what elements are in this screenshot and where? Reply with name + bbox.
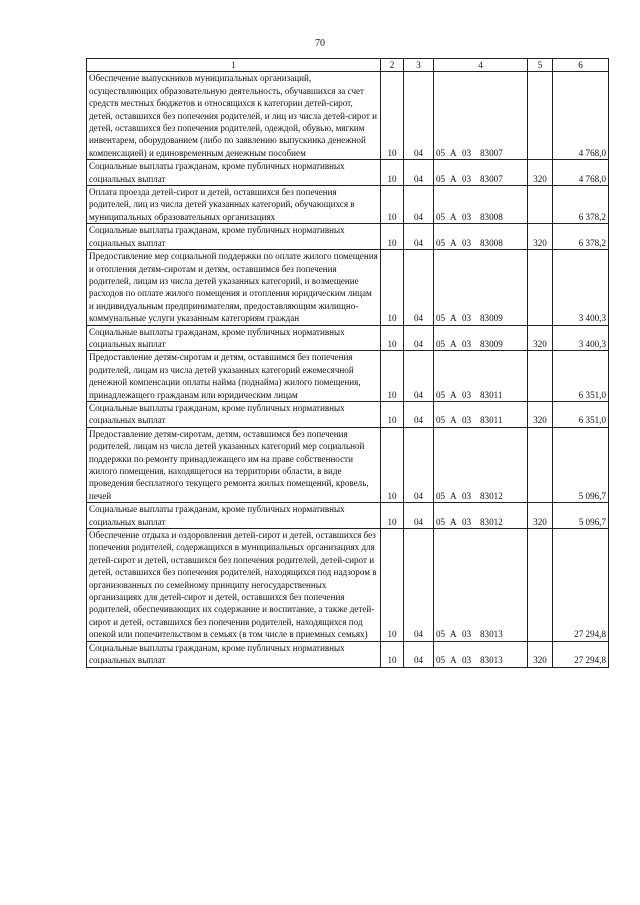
row-target-code <box>434 351 528 402</box>
code-part: 03 <box>462 237 472 248</box>
code-part: 83009 <box>480 313 503 324</box>
row-expense-type <box>528 427 553 502</box>
row-expense-type: 320 <box>528 641 553 667</box>
code-part: А <box>450 516 457 527</box>
table-row <box>87 503 609 529</box>
code-part: А <box>450 655 457 666</box>
code-part: 83007 <box>480 147 503 158</box>
code-part: 03 <box>462 389 472 400</box>
row-section: 10 <box>381 351 404 402</box>
code-part: 03 <box>462 211 472 222</box>
row-target-code <box>434 427 528 502</box>
header-cell-3: 3 <box>404 59 434 72</box>
code-part: А <box>450 490 457 501</box>
row-amount: 4 768,0 <box>553 72 609 160</box>
row-subsection: 04 <box>404 427 434 502</box>
header-cell-2: 2 <box>381 59 404 72</box>
row-amount: 5 096,7 <box>553 503 609 529</box>
row-description: Социальные выплаты гражданам, кроме публичных нормативных социальных выплат <box>87 401 381 427</box>
table-row <box>87 325 609 351</box>
table-row <box>87 72 609 160</box>
row-target-code <box>434 401 528 427</box>
row-target-code <box>434 72 528 160</box>
code-part: А <box>450 211 457 222</box>
row-section: 10 <box>381 529 404 642</box>
code-part: 05 <box>436 490 446 501</box>
row-expense-type <box>528 72 553 160</box>
table-row <box>87 641 609 667</box>
row-target-code <box>434 186 528 224</box>
code-part: А <box>450 389 457 400</box>
row-expense-type: 320 <box>528 224 553 250</box>
code-part: 05 <box>436 516 446 527</box>
code-part: 05 <box>436 338 446 349</box>
code-part: 03 <box>462 173 472 184</box>
row-subsection: 04 <box>404 250 434 325</box>
code-part: 03 <box>462 629 472 640</box>
row-section: 10 <box>381 641 404 667</box>
table-row <box>87 529 609 642</box>
row-section: 10 <box>381 325 404 351</box>
header-cell-4: 4 <box>434 59 528 72</box>
table-header-row <box>87 59 609 72</box>
row-expense-type: 320 <box>528 503 553 529</box>
row-description: Оплата проезда детей-сирот и детей, оставшихся без попечения родителей, лиц из числа детей указанных категорий, обучающихся в муниципальных образовательных организациях <box>87 186 381 224</box>
row-amount: 6 351,0 <box>553 351 609 402</box>
code-part: А <box>450 338 457 349</box>
row-section: 10 <box>381 186 404 224</box>
code-part: А <box>450 629 457 640</box>
table-row <box>87 250 609 325</box>
code-part: 83008 <box>480 211 503 222</box>
row-amount: 6 378,2 <box>553 186 609 224</box>
code-part: 83007 <box>480 173 503 184</box>
table-row <box>87 160 609 186</box>
code-part: 05 <box>436 655 446 666</box>
code-part: 05 <box>436 147 446 158</box>
row-target-code <box>434 641 528 667</box>
code-part: 03 <box>462 655 472 666</box>
row-target-code <box>434 325 528 351</box>
row-amount: 27 294,8 <box>553 641 609 667</box>
row-description: Социальные выплаты гражданам, кроме публичных нормативных социальных выплат <box>87 503 381 529</box>
row-subsection: 04 <box>404 224 434 250</box>
code-part: 83012 <box>480 516 503 527</box>
row-section: 10 <box>381 160 404 186</box>
code-part: 83013 <box>480 629 503 640</box>
row-subsection: 04 <box>404 529 434 642</box>
row-subsection: 04 <box>404 72 434 160</box>
code-part: 83011 <box>480 415 503 426</box>
row-description: Социальные выплаты гражданам, кроме публичных нормативных социальных выплат <box>87 641 381 667</box>
code-part: 83013 <box>480 655 503 666</box>
code-part: А <box>450 415 457 426</box>
budget-table <box>86 58 609 668</box>
row-section: 10 <box>381 427 404 502</box>
row-subsection: 04 <box>404 186 434 224</box>
header-cell-5: 5 <box>528 59 553 72</box>
code-part: 05 <box>436 389 446 400</box>
code-part: 83012 <box>480 490 503 501</box>
code-part: 83009 <box>480 338 503 349</box>
row-expense-type <box>528 529 553 642</box>
row-subsection: 04 <box>404 503 434 529</box>
code-part: А <box>450 173 457 184</box>
row-amount: 27 294,8 <box>553 529 609 642</box>
row-amount: 4 768,0 <box>553 160 609 186</box>
row-amount: 6 351,0 <box>553 401 609 427</box>
row-description: Предоставление детям-сиротам и детям, оставшимся без попечения родителей, лицам из числа детей указанных категорий ежемесячной денежной компенсации оплаты найма (поднайма) жилого помещения, принадлежащего гражданам или юридическим лицам <box>87 351 381 402</box>
code-part: 05 <box>436 629 446 640</box>
code-part: 05 <box>436 211 446 222</box>
code-part: 05 <box>436 237 446 248</box>
row-target-code <box>434 160 528 186</box>
table-row <box>87 224 609 250</box>
code-part: 05 <box>436 173 446 184</box>
code-part: 03 <box>462 516 472 527</box>
header-cell-1: 1 <box>87 59 381 72</box>
row-description: Социальные выплаты гражданам, кроме публичных нормативных социальных выплат <box>87 325 381 351</box>
code-part: А <box>450 237 457 248</box>
code-part: 83011 <box>480 389 503 400</box>
code-part: 03 <box>462 415 472 426</box>
row-section: 10 <box>381 401 404 427</box>
row-description: Обеспечение выпускников муниципальных организаций, осуществляющих образовательную деятельность, обучавшихся за счет средств местных бюджетов и относящихся к категории детей-сирот, детей, оставшихся без попечения родителей, и лиц из числа детей-сирот и детей, оставшихся без попечения родителей, одеждой, обувью, мягким инвентарем, оборудованием (либо по заявлению выпускника денежной компенсацией) и единовременным денежным пособием <box>87 72 381 160</box>
row-expense-type: 320 <box>528 401 553 427</box>
code-part: 05 <box>436 415 446 426</box>
row-subsection: 04 <box>404 351 434 402</box>
row-target-code <box>434 250 528 325</box>
row-target-code <box>434 503 528 529</box>
code-part: 83008 <box>480 237 503 248</box>
row-target-code <box>434 224 528 250</box>
row-expense-type <box>528 351 553 402</box>
code-part: 03 <box>462 313 472 324</box>
table-row <box>87 427 609 502</box>
table-row <box>87 186 609 224</box>
row-amount: 3 400,3 <box>553 325 609 351</box>
row-description: Обеспечение отдыха и оздоровления детей-сирот и детей, оставшихся без попечения родителей, содержащихся в муниципальных организациях для детей-сирот и детей, оставшихся без попечения родителей, детей-сирот и детей, оставшихся без попечения родителей, находящихся под надзором в организованных по семейному принципу негосударственных организациях для детей-сирот и детей, оставшихся без попечения родителей, обеспечивающих их содержание и воспитание, а также детей-сирот и детей, оставшихся без попечения родителей, находящихся под опекой или попечительством в семьях (в том числе в приемных семьях) <box>87 529 381 642</box>
row-section: 10 <box>381 250 404 325</box>
row-section: 10 <box>381 72 404 160</box>
row-section: 10 <box>381 224 404 250</box>
table-row <box>87 401 609 427</box>
row-subsection: 04 <box>404 401 434 427</box>
row-description: Предоставление детям-сиротам, детям, оставшимся без попечения родителей, лицам из числа детей указанных категорий мер социальной поддержки по ремонту принадлежащего им на праве собственности жилого помещения, находящегося на территории области, в виде проведения бесплатного текущего ремонта жилых помещений, кровель, печей <box>87 427 381 502</box>
code-part: 03 <box>462 147 472 158</box>
row-subsection: 04 <box>404 160 434 186</box>
row-amount: 6 378,2 <box>553 224 609 250</box>
row-subsection: 04 <box>404 325 434 351</box>
header-cell-6: 6 <box>553 59 609 72</box>
row-amount: 5 096,7 <box>553 427 609 502</box>
code-part: 03 <box>462 490 472 501</box>
table-row <box>87 351 609 402</box>
row-expense-type: 320 <box>528 325 553 351</box>
row-subsection: 04 <box>404 641 434 667</box>
row-expense-type: 320 <box>528 160 553 186</box>
row-description: Социальные выплаты гражданам, кроме публичных нормативных социальных выплат <box>87 160 381 186</box>
row-description: Социальные выплаты гражданам, кроме публичных нормативных социальных выплат <box>87 224 381 250</box>
page-number: 70 <box>315 38 325 49</box>
code-part: А <box>450 313 457 324</box>
row-expense-type <box>528 250 553 325</box>
row-section: 10 <box>381 503 404 529</box>
row-description: Предоставление мер социальной поддержки по оплате жилого помещения и отопления детям-сиротам и детям, оставшимся без попечения родителей, лицам из числа детей указанных категорий, и возмещение расходов по оплате жилого помещения и отопления юридическим лицам и индивидуальным предпринимателям, предоставляющим жилищно-коммунальные услуги указанным категориям граждан <box>87 250 381 325</box>
row-expense-type <box>528 186 553 224</box>
row-amount: 3 400,3 <box>553 250 609 325</box>
row-target-code <box>434 529 528 642</box>
code-part: А <box>450 147 457 158</box>
code-part: 05 <box>436 313 446 324</box>
code-part: 03 <box>462 338 472 349</box>
